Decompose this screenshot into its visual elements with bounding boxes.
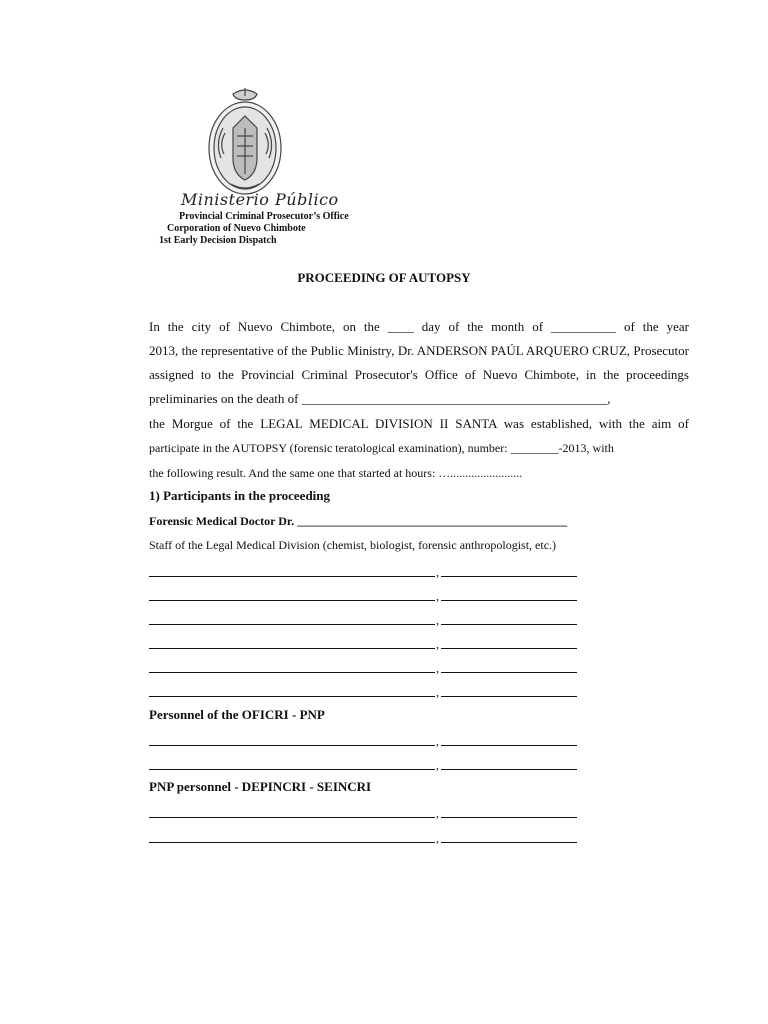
- forensic-doctor-label: Forensic Medical Doctor Dr. _____________________________________________: [149, 514, 568, 528]
- ministerio-publico-emblem-icon: [205, 88, 285, 198]
- signature-line: ,: [149, 829, 579, 843]
- section-heading-oficri: Personnel of the OFICRI - PNP: [149, 707, 325, 722]
- signature-line: ,: [149, 563, 579, 577]
- body-line-5: the Morgue of the LEGAL MEDICAL DIVISION II SANTA was established, with the aim of: [149, 416, 689, 431]
- staff-label: Staff of the Legal Medical Division (chemist, biologist, forensic anthropologist, etc.): [149, 538, 557, 552]
- signature-line: ,: [149, 732, 579, 746]
- signature-line: ,: [149, 756, 579, 770]
- office-line-2: Corporation of Nuevo Chimbote: [167, 223, 306, 234]
- signature-line: ,: [149, 587, 579, 601]
- body-line-2: 2013, the representative of the Public Ministry, Dr. ANDERSON PAÚL ARQUERO CRUZ, Prosecutor: [149, 343, 689, 358]
- office-line-1: Provincial Criminal Prosecutor’s Office: [179, 211, 349, 222]
- body-line-4: preliminaries on the death of _______________________________________________,: [149, 391, 611, 406]
- signature-line: ,: [149, 635, 579, 649]
- office-line-3: 1st Early Decision Dispatch: [159, 235, 277, 246]
- document-title: PROCEEDING OF AUTOPSY: [297, 270, 471, 285]
- section-heading-pnp: PNP personnel - DEPINCRI - SEINCRI: [149, 779, 372, 794]
- body-line-3: assigned to the Provincial Criminal Prosecutor's Office of Nuevo Chimbote, in the proceedings: [149, 367, 689, 382]
- signature-line: ,: [149, 683, 579, 697]
- body-line-1: In the city of Nuevo Chimbote, on the ____ day of the month of __________ of the year: [149, 319, 689, 334]
- section-heading-participants: 1) Participants in the proceeding: [149, 488, 331, 503]
- body-line-7: the following result. And the same one that started at hours: …........................: [149, 466, 523, 480]
- body-line-6: participate in the AUTOPSY (forensic teratological examination), number: ________-2013, with: [149, 441, 614, 455]
- signature-line: ,: [149, 611, 579, 625]
- signature-line: ,: [149, 659, 579, 673]
- signature-line: ,: [149, 804, 579, 818]
- logo-wordmark: Ministerio Público: [181, 190, 339, 209]
